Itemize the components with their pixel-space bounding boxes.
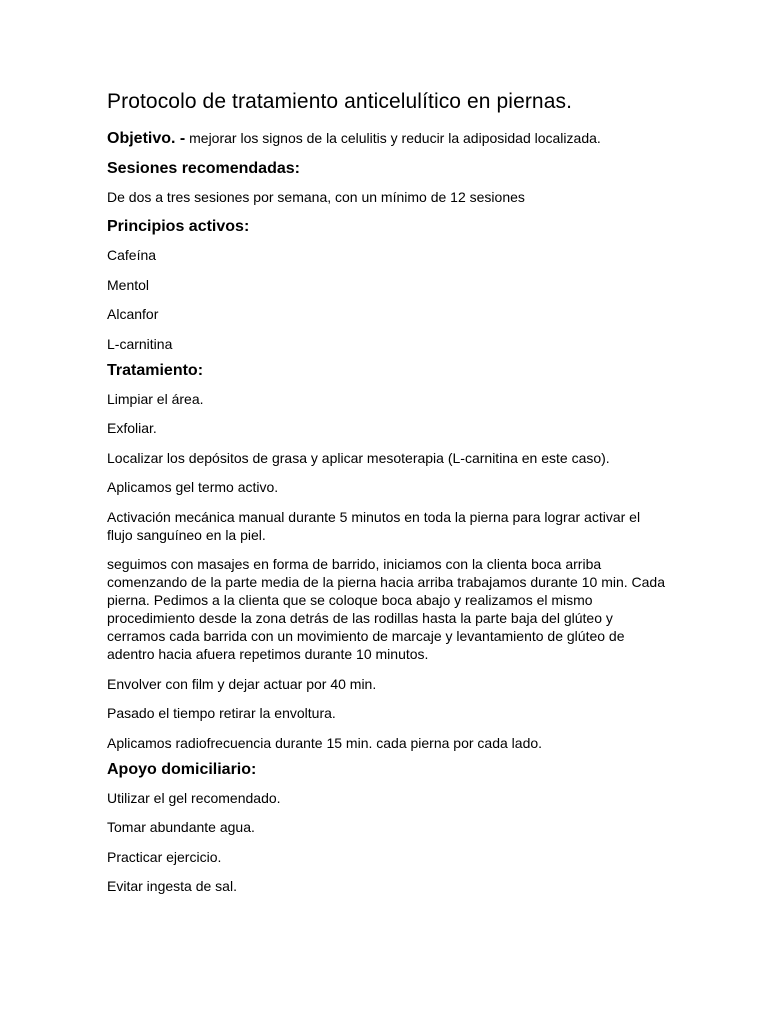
document-page	[107, 88, 667, 903]
sessions-text: De dos a tres sesiones por semana, con un mínimo de 12 sesiones	[107, 189, 525, 205]
home-support-section	[107, 760, 667, 896]
actives-section	[107, 217, 667, 353]
treatment-step: Activación mecánica manual durante 5 minutos en toda la pierna para lograr activar el flujo sanguíneo en la piel.	[107, 508, 641, 543]
treatment-step: Envolver con film y dejar actuar por 40 min.	[107, 675, 377, 692]
treatment-step: Aplicamos radiofrecuencia durante 15 min. cada pierna por cada lado.	[107, 734, 543, 751]
treatment-step: Limpiar el área.	[107, 390, 204, 407]
treatment-step: Exfoliar.	[107, 420, 157, 436]
sessions-heading: Sesiones recomendadas:	[107, 160, 300, 177]
treatment-step: Pasado el tiempo retirar la envoltura.	[107, 705, 336, 721]
treatment-step: Aplicamos gel termo activo.	[107, 479, 279, 495]
treatment-steps	[107, 390, 667, 752]
sessions-section	[107, 159, 667, 206]
actives-list	[107, 246, 667, 353]
objective-text: mejorar los signos de la celulitis y reducir la adiposidad localizada.	[185, 130, 601, 146]
home-support-list	[107, 789, 667, 896]
list-item: Tomar abundante agua.	[107, 819, 255, 835]
list-item: L-carnitina	[107, 335, 173, 352]
objective-label: Objetivo. -	[107, 130, 186, 147]
list-item: Mentol	[107, 276, 150, 293]
objective-line	[107, 128, 667, 149]
list-item: Utilizar el gel recomendado.	[107, 789, 281, 806]
home-support-heading: Apoyo domiciliario:	[107, 760, 257, 778]
document-title: Protocolo de tratamiento anticelulítico en piernas.	[107, 90, 573, 113]
treatment-step: seguimos con masajes en forma de barrido, iniciamos con la clienta boca arriba comenzando de la parte media de la pierna hacia arriba trabajamos durante 10 min. Cada pierna. Pedimos a la clienta que se coloque boca abajo y realizamos el mismo procedimiento desde la zona detrás de las rodillas hasta la parte baja del glúteo y cerramos cada barrida con un movimiento de marcaje y levantamiento de glúteo de adentro hacia afuera repetimos durante 10 minutos.	[107, 556, 666, 662]
list-item: Evitar ingesta de sal.	[107, 878, 237, 894]
treatment-heading: Tratamiento:	[107, 361, 204, 379]
actives-heading: Principios activos:	[107, 218, 250, 235]
list-item: Practicar ejercicio.	[107, 848, 222, 865]
list-item: Cafeína	[107, 247, 157, 263]
treatment-section	[107, 361, 667, 752]
treatment-step: Localizar los depósitos de grasa y aplicar mesoterapia (L-carnitina en este caso).	[107, 449, 610, 466]
list-item: Alcanfor	[107, 306, 159, 322]
